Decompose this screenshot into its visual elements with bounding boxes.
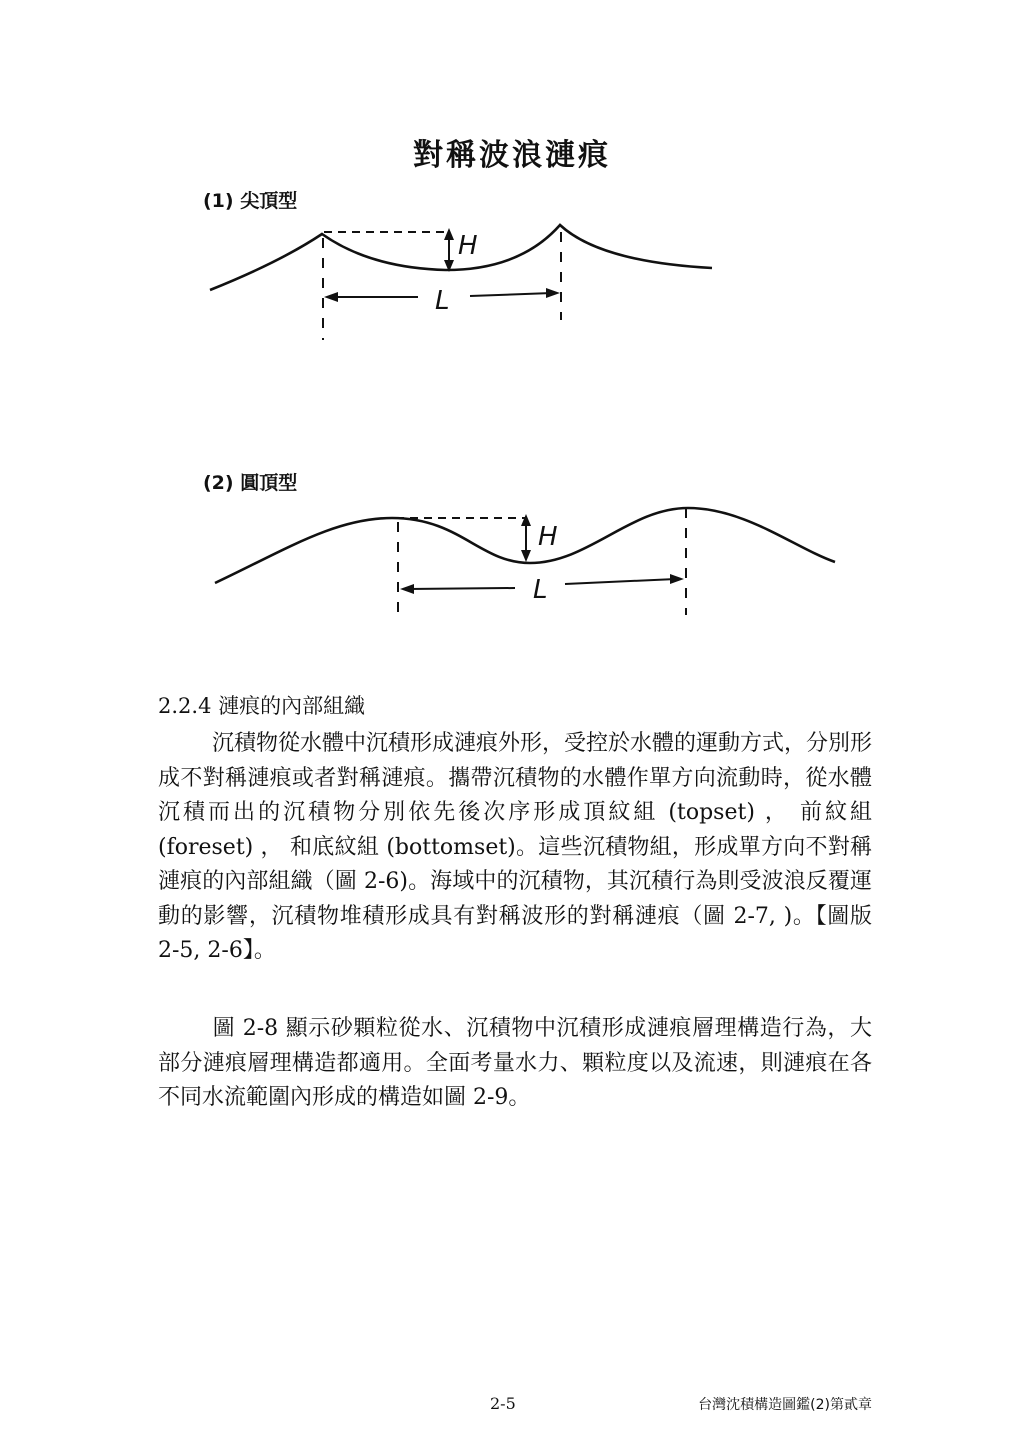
page-number: 2-5: [490, 1394, 516, 1413]
figure-2-label: (2) 圓頂型: [203, 472, 298, 494]
running-footer-title: 台灣沈積構造圖鑑(2)第貳章: [698, 1397, 872, 1413]
page-title: 對稱波浪漣痕: [413, 138, 611, 173]
paragraph-1-text: 沉積物從水體中沉積形成漣痕外形，受控於水體的運動方式，分別形成不對稱漣痕或者對稱漣痕。攜帶沉積物的水體作單方向流動時，從水體沉積而出的沉積物分別依先後次序形成頂紋組 (topset) ， 前紋組 (foreset) ， 和底紋組 (bottomset)。這些沉積物組，形成單方向不對稱漣痕的內部組織（圖 2-6)。海域中的沉積物，其沉積行為則受波浪反覆運動的影響，沉積物堆積形成具有對稱波形的對稱漣痕（圖 2-7, )。【圖版 2-5, 2-6】。: [158, 731, 873, 963]
height-arrow: [444, 228, 454, 272]
body-paragraph-1: [158, 727, 872, 969]
pointed-crest-ripple-diagram: [0, 200, 1024, 360]
length-symbol: L: [533, 575, 548, 605]
height-arrow: [521, 514, 531, 562]
rounded-crest-ripple-diagram: [0, 490, 1024, 630]
height-symbol: H: [538, 522, 558, 552]
figure-1-label: (1) 尖頂型: [203, 190, 298, 212]
paragraph-2-text: 圖 2-8 顯示砂顆粒從水、沉積物中沉積形成漣痕層理構造行為，大部分漣痕層理構造都適用。全面考量水力、顆粒度以及流速，則漣痕在各不同水流範圍內形成的構造如圖 2-9。: [158, 1016, 872, 1110]
length-symbol: L: [435, 286, 450, 316]
height-symbol: H: [458, 231, 478, 261]
section-heading: 2.2.4 漣痕的內部組織: [158, 694, 366, 718]
body-paragraph-2: [158, 1012, 872, 1116]
